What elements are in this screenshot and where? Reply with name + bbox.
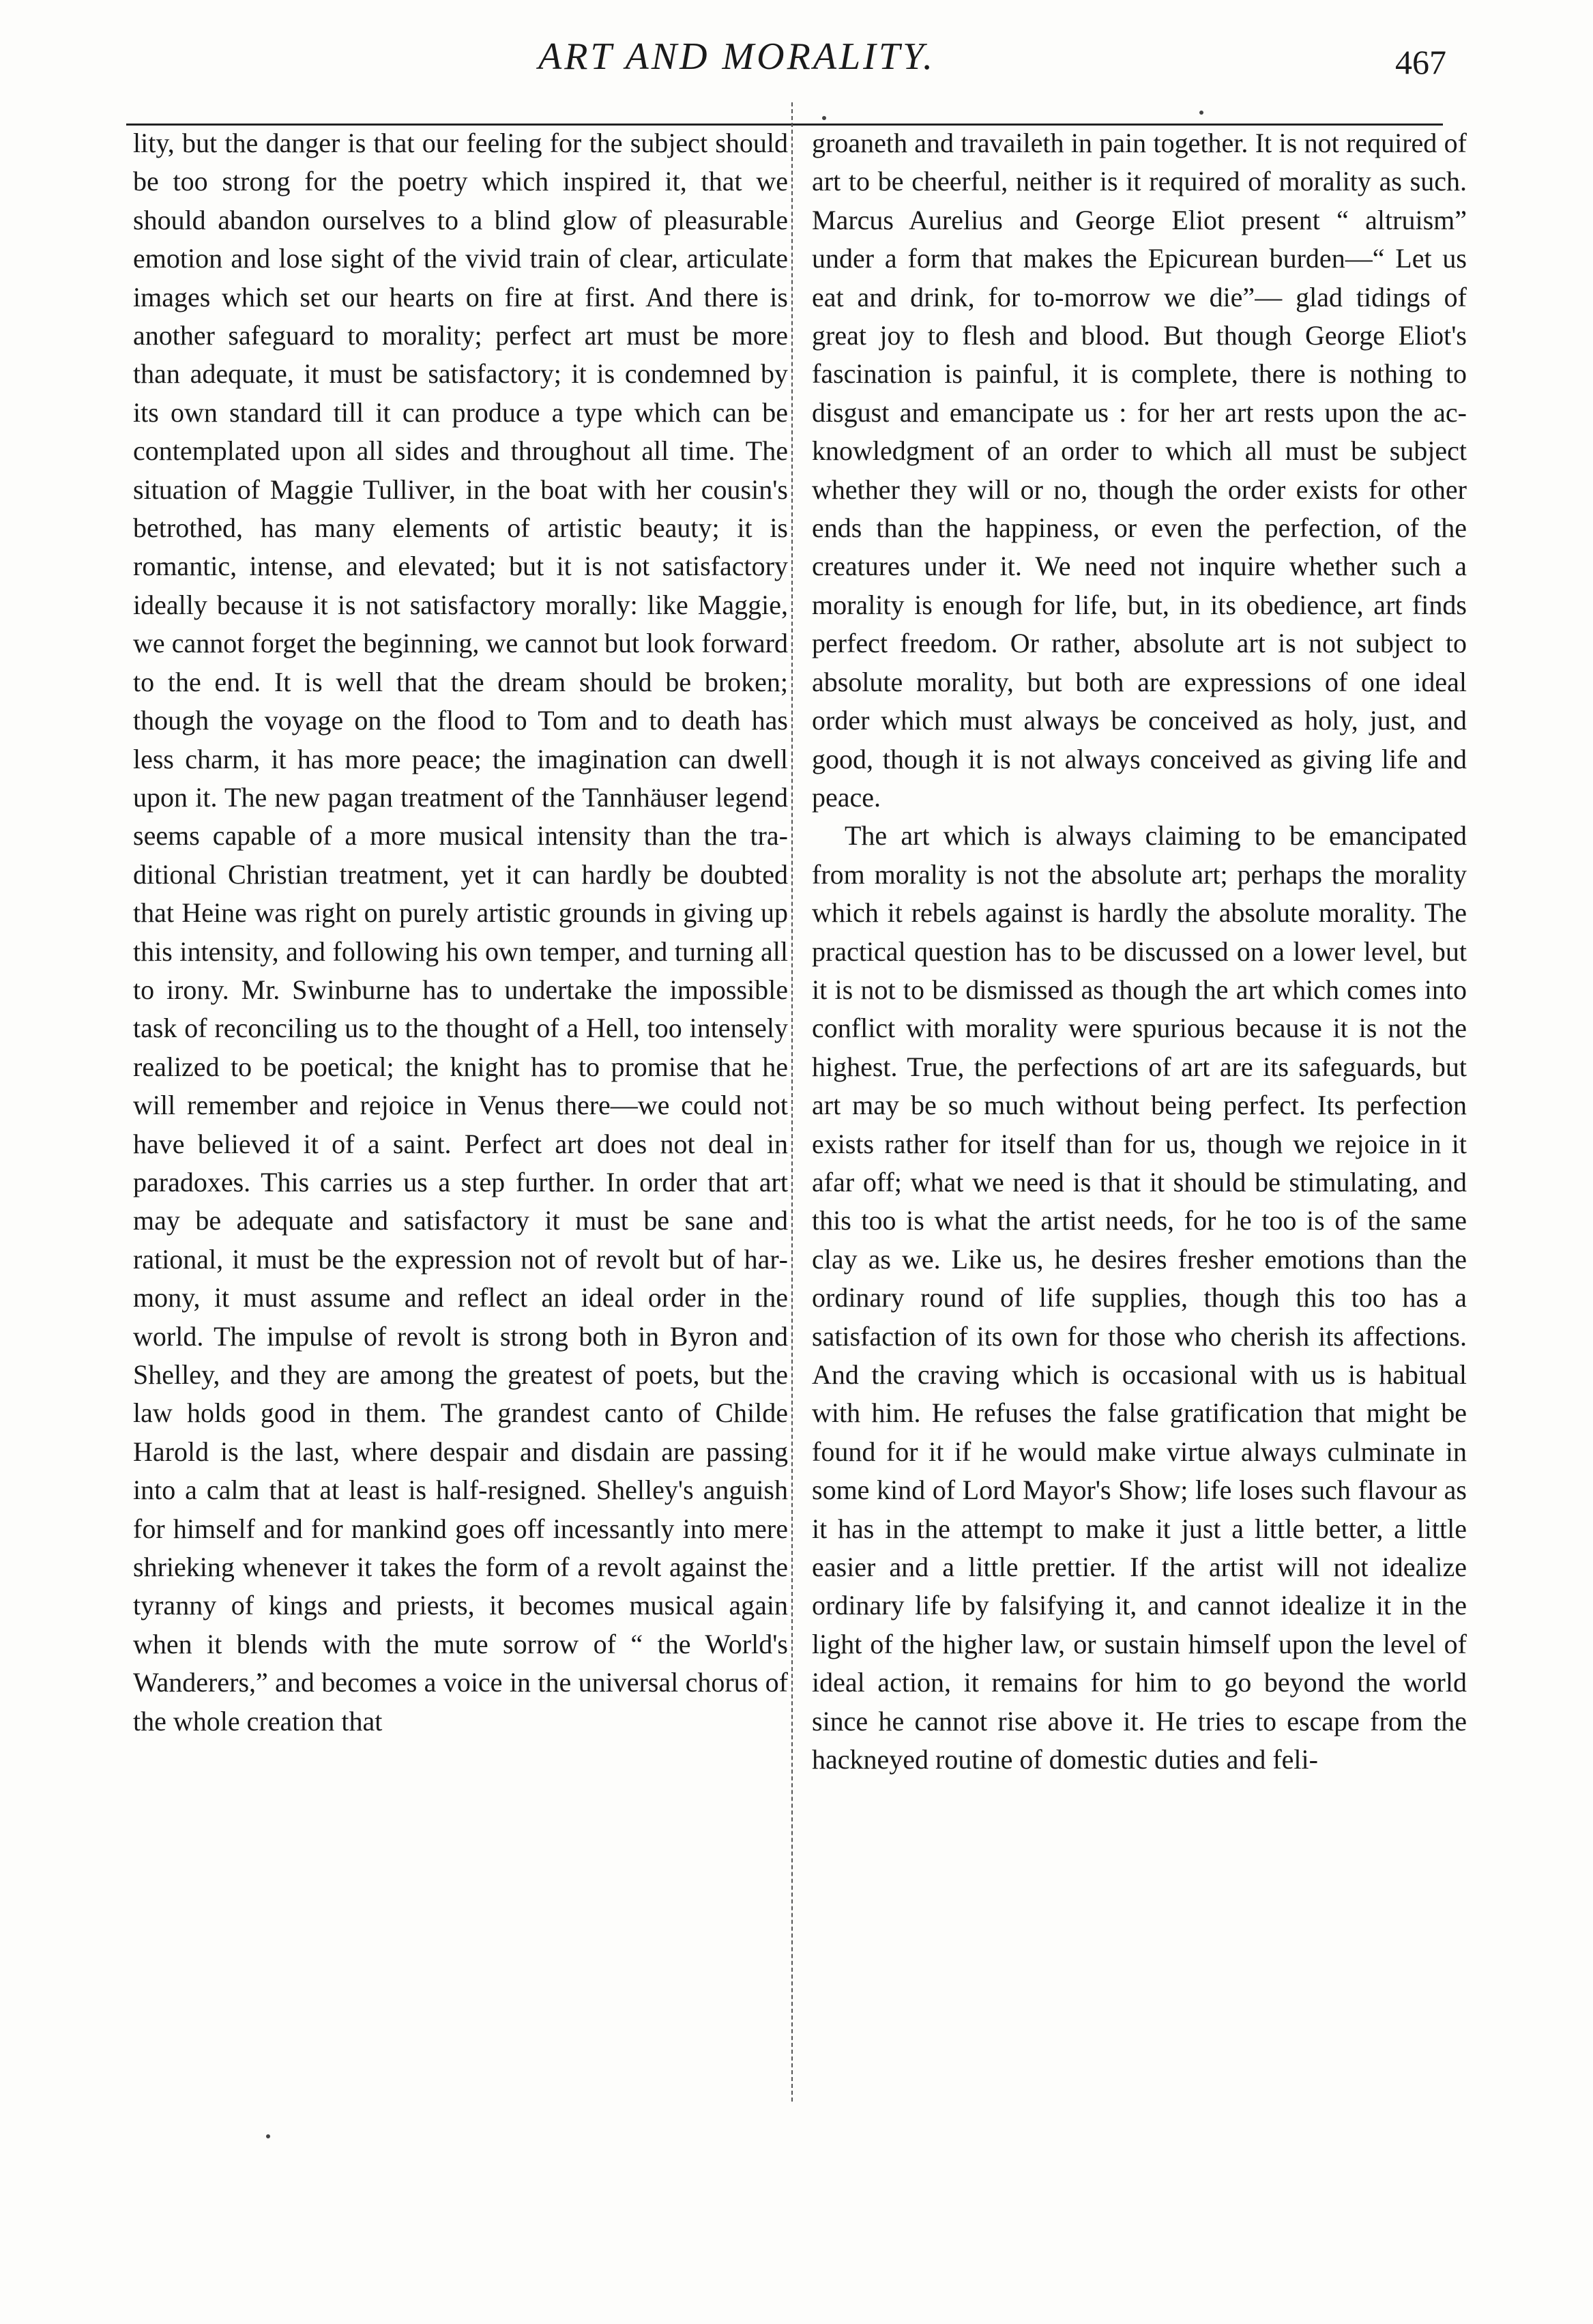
print-speck <box>1199 111 1203 115</box>
right-column <box>812 124 1467 1779</box>
left-column <box>133 124 788 1741</box>
print-speck <box>266 2134 270 2138</box>
print-speck <box>822 116 826 120</box>
page-header <box>0 33 1593 94</box>
running-title: ART AND MORALITY. <box>538 35 935 78</box>
column-divider <box>791 102 793 2102</box>
right-column-paragraph-1: groaneth and travaileth in pain together. It is not required of art to be cheerful, neither is it required of morality as such. Marcus Aurelius and George Eliot present “ altruism” under a form that makes the Epicurean burden—“ Let us eat and drink, for to-morrow we die”— glad tidings of great joy to flesh and blood. But though George Eliot's fascination is painful, it is complete, there is nothing to disgust and emancipate us : for her art rests upon the acknowledgment of an order to which all must be subject whether they will or no, though the order exists for other ends than the happiness, or even the perfection, of the creatures under it. We need not inquire whether such a morality is enough for life, but, in its obedience, art finds perfect freedom. Or rather, absolute art is not subject to absolute morality, but both are expressions of one ideal order which must always be conceived as holy, just, and good, though it is not always conceived as giving life and peace. <box>812 128 1467 813</box>
right-column-paragraph-2: The art which is always claiming to be emancipated from morality is not the absolute art; perhaps the morality which it rebels against is hardly the absolute morality. The practical question has to be discussed on a lower level, but it is not to be dismissed as though the art which comes into conflict with morality were spurious because it is not the highest. True, the perfections of art are its safeguards, but art may be so much without being perfect. Its perfection exists rather for itself than for us, though we rejoice in it afar off; what we need is that it should be stimulating, and this too is what the artist needs, for he too is of the same clay as we. Like us, he desires fresher emotions than the ordinary round of life supplies, though this too has a satisfaction of its own for those who cherish its affections. And the craving which is occasional with us is habitual with him. He refuses the false gratification that might be found for it if he would make virtue always culminate in some kind of Lord Mayor's Show; life loses such flavour as it has in the attempt to make it just a little better, a little easier and a little prettier. If the artist will not idealize ordinary life by falsifying it, and cannot idealize it in the light of the higher law, or sustain himself upon the level of ideal action, it remains for him to go beyond the world since he cannot rise above it. He tries to escape from the hackneyed routine of domestic duties and feli- <box>812 820 1467 1775</box>
page-number: 467 <box>1395 43 1446 81</box>
left-column-paragraph: lity, but the danger is that our feeling for the subject should be too strong for the poetry which inspired it, that we should abandon ourselves to a blind glow of pleasurable emotion and lose sight of the vivid train of clear, articulate images which set our hearts on fire at first. And there is another safeguard to morality; perfect art must be more than adequate, it must be satisfactory; it is condemned by its own standard till it can produce a type which can be contemplated upon all sides and throughout all time. The situation of Maggie Tulliver, in the boat with her cousin's betrothed, has many elements of artistic beauty; it is romantic, intense, and elevated; but it is not satisfactory ideally because it is not satisfactory morally: like Maggie, we cannot forget the beginning, we cannot but look forward to the end. It is well that the dream should be broken; though the voyage on the flood to Tom and to death has less charm, it has more peace; the imagination can dwell upon it. The new pagan treatment of the Tannhäuser legend seems capable of a more musical intensity than the traditional Christian treatment, yet it can hardly be doubted that Heine was right on purely artistic grounds in giving up this intensity, and following his own temper, and turning all to irony. Mr. Swinburne has to undertake the impossible task of reconciling us to the thought of a Hell, too intensely realized to be poetical; the knight has to promise that he will remember and rejoice in Venus there—we could not have believed it of a saint. Perfect art does not deal in paradoxes. This carries us a step further. In order that art may be adequate and satisfactory it must be sane and rational, it must be the expression not of revolt but of harmony, it must assume and reflect an ideal order in the world. The impulse of revolt is strong both in Byron and Shelley, and they are among the greatest of poets, but the law holds good in them. The grandest canto of Childe Harold is the last, where despair and disdain are passing into a calm that at least is half-resigned. Shelley's anguish for himself and for mankind goes off incessantly into mere shrieking whenever it takes the form of a revolt against the tyranny of kings and priests, it becomes musical again when it blends with the mute sorrow of “ the World's Wanderers,” and becomes a voice in the universal chorus of the whole creation that <box>133 128 788 1737</box>
